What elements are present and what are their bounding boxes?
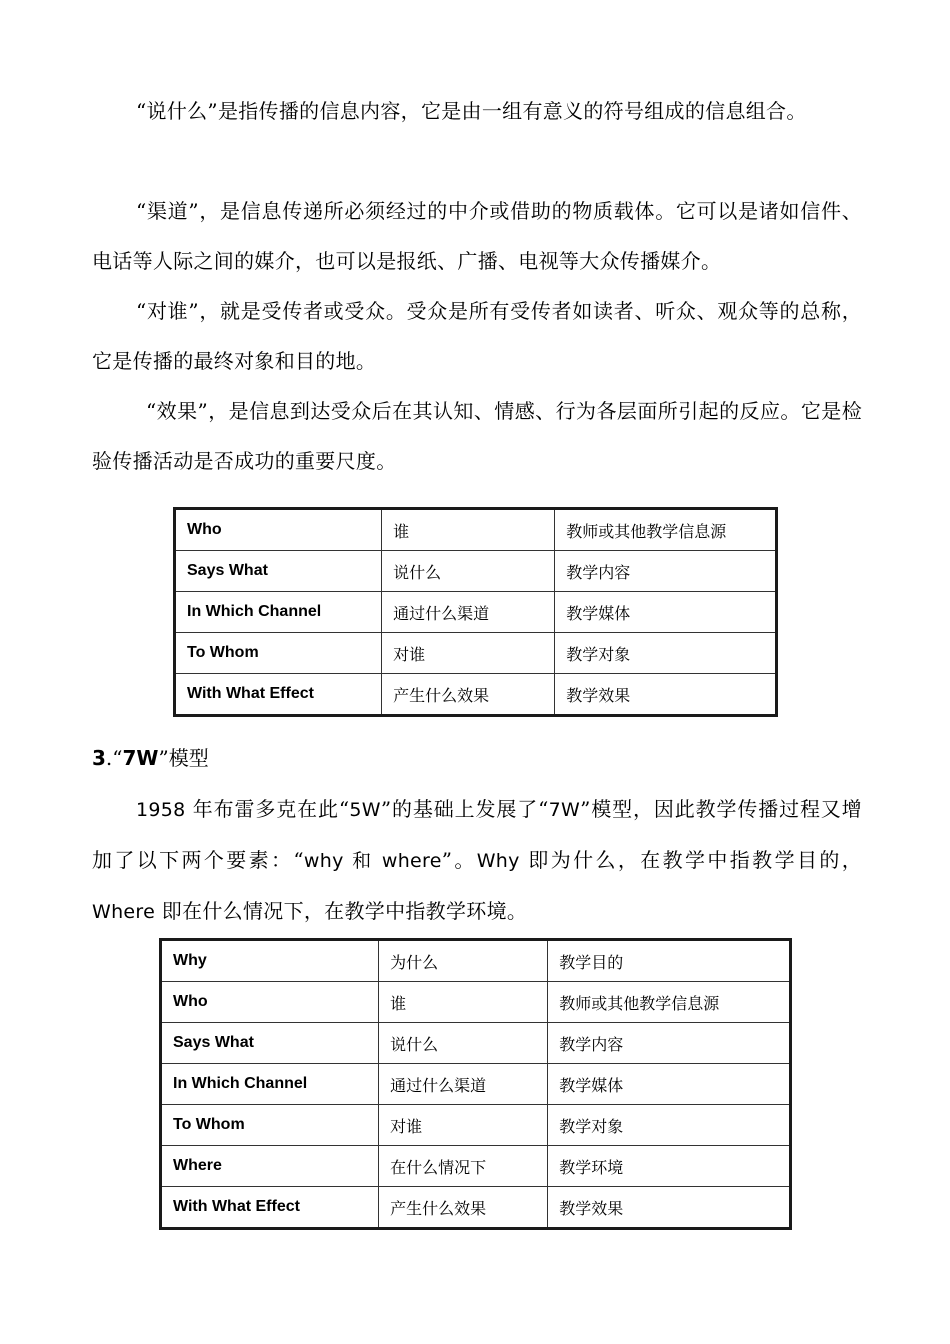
paragraph-text: “说什么”是指传播的信息内容，它是由一组有意义的符号组成的信息组合。 — [136, 99, 807, 123]
element-teaching-cell: 教学环境 — [548, 1146, 791, 1187]
element-teaching-cell: 教学效果 — [555, 674, 777, 716]
section-heading-7w — [92, 736, 209, 780]
element-chinese-cell: 在什么情况下 — [379, 1146, 548, 1187]
model-7w-text: 7W — [548, 799, 581, 821]
paragraph-text: ”模型，因此教学传播过程又增加了以下两个要素：“ — [92, 797, 862, 872]
table-row — [175, 551, 777, 592]
paragraph-text: “对谁”，就是受传者或受众。受众是所有受传者如读者、听众、观众等的总称，它是传播的最终对象和目的地。 — [92, 299, 862, 373]
element-chinese-cell: 对谁 — [379, 1105, 548, 1146]
paragraph-text: 即为什么，在教学中指教学目的， — [519, 848, 862, 872]
element-chinese-cell: 谁 — [382, 509, 555, 551]
paragraph-to-whom — [92, 286, 862, 386]
element-teaching-cell: 教学效果 — [548, 1187, 791, 1229]
why-text: Why — [476, 850, 520, 872]
paragraph-text: “效果”，是信息到达受众后在其认知、情感、行为各层面所引起的反应。它是检验传播活动是否成功的重要尺度。 — [92, 399, 862, 473]
year-text: 1958 — [136, 799, 186, 821]
element-teaching-cell: 教师或其他教学信息源 — [548, 982, 791, 1023]
element-teaching-cell: 教学媒体 — [548, 1064, 791, 1105]
table-row — [175, 674, 777, 716]
element-teaching-cell: 教师或其他教学信息源 — [555, 509, 777, 551]
table-7w-model — [159, 938, 792, 1230]
paragraph-says-what — [92, 86, 862, 136]
element-english-cell: Who — [161, 982, 379, 1023]
paragraph-effect — [92, 386, 862, 486]
paragraph-channel — [92, 186, 862, 286]
element-english-cell: Says What — [161, 1023, 379, 1064]
element-chinese-cell: 通过什么渠道 — [382, 592, 555, 633]
table-row — [161, 1187, 791, 1229]
why-where-text: why 和 where — [303, 850, 442, 872]
element-teaching-cell: 教学内容 — [555, 551, 777, 592]
element-english-cell: Says What — [175, 551, 382, 592]
paragraph-text: ”。 — [441, 848, 477, 872]
heading-model-name: 7W — [122, 746, 159, 770]
heading-suffix: 模型 — [168, 746, 209, 770]
element-chinese-cell: 说什么 — [379, 1023, 548, 1064]
element-teaching-cell: 教学目的 — [548, 940, 791, 982]
element-english-cell: To Whom — [175, 633, 382, 674]
table-row — [161, 1023, 791, 1064]
heading-open-quote: “ — [112, 746, 123, 770]
element-teaching-cell: 教学对象 — [548, 1105, 791, 1146]
element-english-cell: With What Effect — [161, 1187, 379, 1229]
element-teaching-cell: 教学媒体 — [555, 592, 777, 633]
heading-close-quote: ” — [158, 746, 169, 770]
table-row — [161, 982, 791, 1023]
where-text: Where — [92, 901, 156, 923]
table-row — [175, 592, 777, 633]
element-english-cell: Where — [161, 1146, 379, 1187]
table-5w-model — [173, 507, 778, 717]
element-chinese-cell: 产生什么效果 — [379, 1187, 548, 1229]
element-english-cell: In Which Channel — [161, 1064, 379, 1105]
element-chinese-cell: 对谁 — [382, 633, 555, 674]
paragraph-7w-intro — [92, 784, 862, 937]
table-row — [161, 1146, 791, 1187]
heading-number: 3 — [92, 746, 106, 770]
paragraph-text: “渠道”，是信息传递所必须经过的中介或借助的物质载体。它可以是诸如信件、电话等人际之间的媒介，也可以是报纸、广播、电视等大众传播媒介。 — [92, 199, 862, 273]
element-english-cell: Why — [161, 940, 379, 982]
table-row — [175, 633, 777, 674]
element-chinese-cell: 通过什么渠道 — [379, 1064, 548, 1105]
element-chinese-cell: 谁 — [379, 982, 548, 1023]
model-5w-text: 5W — [349, 799, 381, 821]
element-teaching-cell: 教学对象 — [555, 633, 777, 674]
paragraph-text: ”的基础上发展了“ — [380, 797, 549, 821]
element-chinese-cell: 说什么 — [382, 551, 555, 592]
table-row — [161, 1105, 791, 1146]
paragraph-text: 年布雷多克在此“ — [185, 797, 350, 821]
table-row — [161, 1064, 791, 1105]
table-row — [161, 940, 791, 982]
table-row — [175, 509, 777, 551]
element-chinese-cell: 产生什么效果 — [382, 674, 555, 716]
element-english-cell: To Whom — [161, 1105, 379, 1146]
element-english-cell: Who — [175, 509, 382, 551]
heading-dot: . — [105, 746, 113, 770]
element-chinese-cell: 为什么 — [379, 940, 548, 982]
element-english-cell: With What Effect — [175, 674, 382, 716]
element-teaching-cell: 教学内容 — [548, 1023, 791, 1064]
paragraph-text: 即在什么情况下，在教学中指教学环境。 — [155, 899, 528, 923]
element-english-cell: In Which Channel — [175, 592, 382, 633]
